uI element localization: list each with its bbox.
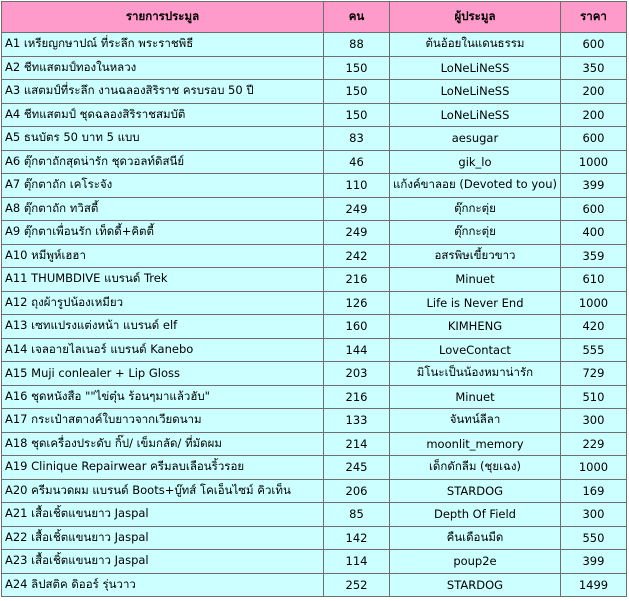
- winner-cell: คืนเดือนมืด: [390, 526, 561, 550]
- item-cell: A18 ชุดเครื่องประดับ กิ๊ป/ เข็มกลัด/ ที่มัดผม: [2, 432, 324, 456]
- item-cell: A10 หมีพูห์เฮฮา: [2, 244, 324, 268]
- price-cell: 1000: [560, 456, 626, 480]
- people-cell: 142: [324, 526, 390, 550]
- table-row: [2, 150, 627, 174]
- people-cell: 46: [324, 150, 390, 174]
- table-row: [2, 338, 627, 362]
- people-cell: 114: [324, 550, 390, 574]
- price-cell: 555: [560, 338, 626, 362]
- winner-cell: moonlit_memory: [390, 432, 561, 456]
- winner-cell: ต้นอ้อยในแดนธรรม: [390, 33, 561, 57]
- table-row: [2, 244, 627, 268]
- table-row: [2, 456, 627, 480]
- people-cell: 83: [324, 127, 390, 151]
- table-row: [2, 221, 627, 245]
- table-row: [2, 268, 627, 292]
- winner-cell: Depth Of Field: [390, 503, 561, 527]
- item-cell: A2 ชีทแสตมป์ทองในหลวง: [2, 56, 324, 80]
- price-cell: 600: [560, 197, 626, 221]
- item-cell: A22 เสื้อเชิ้ตแขนยาว Jaspal: [2, 526, 324, 550]
- item-cell: A14 เจลอายไลเนอร์ แบรนด์ Kanebo: [2, 338, 324, 362]
- price-cell: 1000: [560, 291, 626, 315]
- table-row: [2, 315, 627, 339]
- price-cell: 550: [560, 526, 626, 550]
- table-row: [2, 103, 627, 127]
- item-cell: A8 ตุ๊กตาถัก ทวิสตี้: [2, 197, 324, 221]
- winner-cell: แก้งค์ขาลอย (Devoted to you): [390, 174, 561, 198]
- table-row: [2, 432, 627, 456]
- item-cell: A11 THUMBDIVE แบรนด์ Trek: [2, 268, 324, 292]
- winner-cell: Minuet: [390, 385, 561, 409]
- price-cell: 1000: [560, 150, 626, 174]
- table-row: [2, 479, 627, 503]
- price-cell: 359: [560, 244, 626, 268]
- people-cell: 249: [324, 221, 390, 245]
- price-cell: 600: [560, 33, 626, 57]
- price-cell: 510: [560, 385, 626, 409]
- winner-cell: ตุ๊กกะตุ่ย: [390, 221, 561, 245]
- item-cell: A24 ลิปสติค ดิออร์ รุ่นวาว: [2, 573, 324, 597]
- people-cell: 214: [324, 432, 390, 456]
- item-cell: A12 ถุงผ้ารูปน้องเหมียว: [2, 291, 324, 315]
- item-cell: A20 ครีมนวดผม แบรนด์ Boots+บู๊ทส์ โคเอ็นไซม์ คิวเท็น: [2, 479, 324, 503]
- table-row: [2, 409, 627, 433]
- people-cell: 150: [324, 103, 390, 127]
- winner-cell: อสรพิษเขี้ยวขาว: [390, 244, 561, 268]
- price-cell: 229: [560, 432, 626, 456]
- winner-cell: gik_lo: [390, 150, 561, 174]
- people-cell: 245: [324, 456, 390, 480]
- header-row: [2, 2, 627, 33]
- header-winner: ผู้ประมูล: [390, 2, 561, 33]
- header-people: คน: [324, 2, 390, 33]
- winner-cell: ตุ๊กกะตุ่ย: [390, 197, 561, 221]
- item-cell: A16 ชุดหนังสือ ""ไข่ตุ๋น ร้อนๆมาแล้วฮับ": [2, 385, 324, 409]
- people-cell: 242: [324, 244, 390, 268]
- winner-cell: aesugar: [390, 127, 561, 151]
- table-row: [2, 197, 627, 221]
- item-cell: A23 เสื้อเชิ้ตแขนยาว Jaspal: [2, 550, 324, 574]
- table-row: [2, 33, 627, 57]
- table-row: [2, 573, 627, 597]
- item-cell: A3 แสตมป์ที่ระลึก งานฉลองสิริราช ครบรอบ 50 ปี: [2, 80, 324, 104]
- item-cell: A21 เสื้อเชิ้ตแขนยาว Jaspal: [2, 503, 324, 527]
- table-row: [2, 174, 627, 198]
- people-cell: 133: [324, 409, 390, 433]
- header-price: ราคา: [560, 2, 626, 33]
- people-cell: 203: [324, 362, 390, 386]
- table-row: [2, 385, 627, 409]
- price-cell: 350: [560, 56, 626, 80]
- winner-cell: LoNeLiNeSS: [390, 80, 561, 104]
- people-cell: 144: [324, 338, 390, 362]
- price-cell: 729: [560, 362, 626, 386]
- header-item: รายการประมูล: [2, 2, 324, 33]
- people-cell: 150: [324, 80, 390, 104]
- item-cell: A5 ธนบัตร 50 บาท 5 แบบ: [2, 127, 324, 151]
- price-cell: 200: [560, 80, 626, 104]
- item-cell: A6 ตุ๊กตาถักสุดน่ารัก ชุดวอลท์ดิสนีย์: [2, 150, 324, 174]
- winner-cell: KIMHENG: [390, 315, 561, 339]
- table-row: [2, 291, 627, 315]
- people-cell: 216: [324, 385, 390, 409]
- item-cell: A15 Muji conlealer + Lip Gloss: [2, 362, 324, 386]
- people-cell: 110: [324, 174, 390, 198]
- item-cell: A7 ตุ๊กตาถัก เคโระจัง: [2, 174, 324, 198]
- winner-cell: STARDOG: [390, 479, 561, 503]
- winner-cell: LoveContact: [390, 338, 561, 362]
- winner-cell: มิโนะเป็นน้องหมาน่ารัก: [390, 362, 561, 386]
- item-cell: A17 กระเป๋าสตางค์ใบยาวจากเวียดนาม: [2, 409, 324, 433]
- winner-cell: เด็กดักลีม (ชุยเฉง): [390, 456, 561, 480]
- winner-cell: poup2e: [390, 550, 561, 574]
- auction-results-table: [1, 1, 627, 597]
- item-cell: A4 ชีทแสตมป์ ชุดฉลองสิริราชสมบัติ: [2, 103, 324, 127]
- price-cell: 400: [560, 221, 626, 245]
- price-cell: 300: [560, 409, 626, 433]
- table-row: [2, 503, 627, 527]
- price-cell: 420: [560, 315, 626, 339]
- table-row: [2, 362, 627, 386]
- table-row: [2, 127, 627, 151]
- people-cell: 252: [324, 573, 390, 597]
- price-cell: 610: [560, 268, 626, 292]
- price-cell: 399: [560, 550, 626, 574]
- winner-cell: Minuet: [390, 268, 561, 292]
- price-cell: 169: [560, 479, 626, 503]
- winner-cell: LoNeLiNeSS: [390, 56, 561, 80]
- people-cell: 206: [324, 479, 390, 503]
- table-row: [2, 550, 627, 574]
- people-cell: 249: [324, 197, 390, 221]
- table-row: [2, 56, 627, 80]
- winner-cell: LoNeLiNeSS: [390, 103, 561, 127]
- table-row: [2, 526, 627, 550]
- people-cell: 150: [324, 56, 390, 80]
- winner-cell: Life is Never End: [390, 291, 561, 315]
- people-cell: 216: [324, 268, 390, 292]
- item-cell: A19 Clinique Repairwear ครีมลบเลือนริ้วรอย: [2, 456, 324, 480]
- price-cell: 399: [560, 174, 626, 198]
- price-cell: 600: [560, 127, 626, 151]
- people-cell: 160: [324, 315, 390, 339]
- item-cell: A13 เซทแปรงแต่งหน้า แบรนด์ elf: [2, 315, 324, 339]
- people-cell: 126: [324, 291, 390, 315]
- price-cell: 300: [560, 503, 626, 527]
- price-cell: 1499: [560, 573, 626, 597]
- people-cell: 88: [324, 33, 390, 57]
- winner-cell: STARDOG: [390, 573, 561, 597]
- item-cell: A1 เหรียญกษาปณ์ ที่ระลึก พระราชพิธี: [2, 33, 324, 57]
- winner-cell: จันทน์ลีลา: [390, 409, 561, 433]
- price-cell: 200: [560, 103, 626, 127]
- item-cell: A9 ตุ๊กตาเพื่อนรัก เท็ดดี้+คิตตี้: [2, 221, 324, 245]
- people-cell: 85: [324, 503, 390, 527]
- table-row: [2, 80, 627, 104]
